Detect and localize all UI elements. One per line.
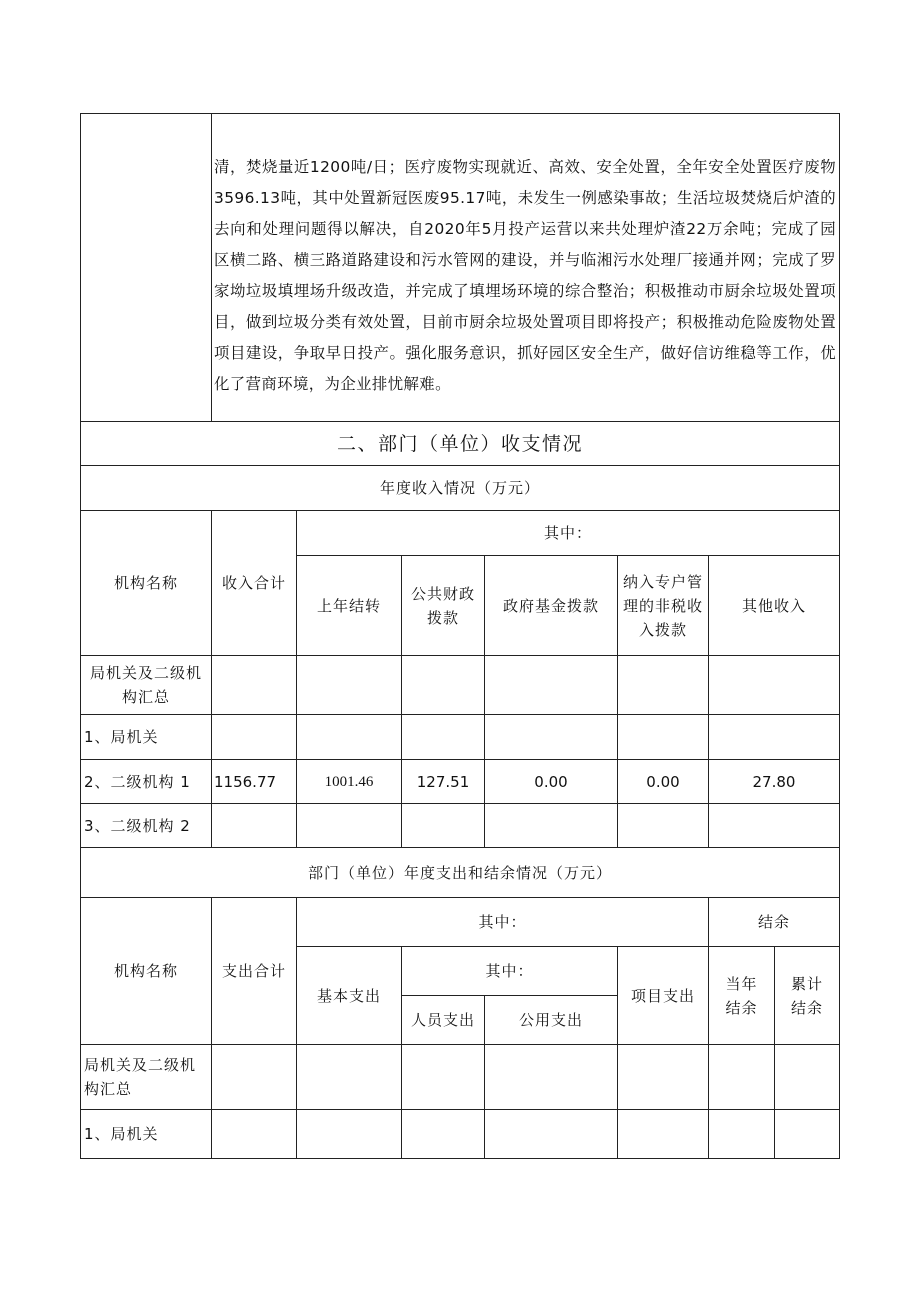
income-header-prev-year: 上年结转 <box>316 596 381 615</box>
expense-header-of-which-sub: 其中： <box>485 962 534 980</box>
expense-header-total: 支出合计 <box>221 962 286 980</box>
income-cell-public-finance: 127.51 <box>416 772 470 791</box>
income-header-gov-fund: 政府基金拨款 <box>502 596 599 615</box>
expense-header-project: 项目支出 <box>630 986 695 1005</box>
income-row-org-name: 3、二级机构 2 <box>84 816 191 835</box>
expense-table-title: 部门（单位）年度支出和结余情况（万元） <box>307 863 612 882</box>
expense-header-current-balance: 当年结余 <box>725 974 758 1017</box>
expense-row-org-name: 局机关及二级机构汇总 <box>84 1056 197 1098</box>
expense-row-org-name: 1、局机关 <box>84 1125 159 1143</box>
income-header-of-which: 其中： <box>543 524 592 542</box>
income-cell-prev-year: 1001.46 <box>324 773 374 790</box>
income-header-public-finance: 公共财政拨款 <box>410 584 475 627</box>
expense-header-public-use: 公用支出 <box>518 1011 583 1029</box>
income-header-total: 收入合计 <box>221 574 286 592</box>
income-header-non-tax: 纳入专户管理的非税收入拨款 <box>622 572 703 639</box>
income-row-org-name: 2、二级机构 1 <box>84 772 191 791</box>
income-row-org-name: 局机关及二级机构汇总 <box>89 664 202 706</box>
income-header-org-name: 机构名称 <box>113 574 178 592</box>
expense-header-cumulative-balance: 累计结余 <box>790 974 823 1017</box>
expense-header-balance: 结余 <box>757 913 790 931</box>
income-row-org-name: 1、局机关 <box>84 728 159 746</box>
income-cell-total: 1156.77 <box>214 772 277 791</box>
income-table-title: 年度收入情况（万元） <box>379 479 540 497</box>
income-cell-non-tax: 0.00 <box>646 772 680 791</box>
expense-header-of-which: 其中： <box>478 913 527 931</box>
income-cell-other: 27.80 <box>752 772 796 791</box>
income-cell-gov-fund: 0.00 <box>534 772 568 791</box>
expense-header-basic: 基本支出 <box>316 986 381 1005</box>
income-header-other: 其他收入 <box>741 596 806 615</box>
expense-header-org-name: 机构名称 <box>113 962 178 980</box>
section-title: 二、部门（单位）收支情况 <box>336 432 583 455</box>
expense-header-personnel: 人员支出 <box>410 1011 475 1029</box>
work-summary-paragraph: 清，焚烧量近1200吨/日；医疗废物实现就近、高效、安全处置，全年安全处置医疗废物3596.13吨，其中处置新冠医废95.17吨，未发生一例感染事故；生活垃圾焚烧后炉渣的去向和处理问题得以解决，自2020年5月投产运营以来共处理炉渣22万余吨；完成了园区横二路、横三路道路建设和污水管网的建设，并与临湘污水处理厂接通并网；完成了罗家坳垃圾填埋场升级改造，并完成了填埋场环境的综合整治；积极推动市厨余垃圾处置项目，做到垃圾分类有效处置，目前市厨余垃圾处置项目即将投产；积极推动危险废物处置项目建设，争取早日投产。强化服务意识，抓好园区安全生产，做好信访维稳等工作，优化了营商环境，为企业排忧解难。 <box>214 158 836 393</box>
